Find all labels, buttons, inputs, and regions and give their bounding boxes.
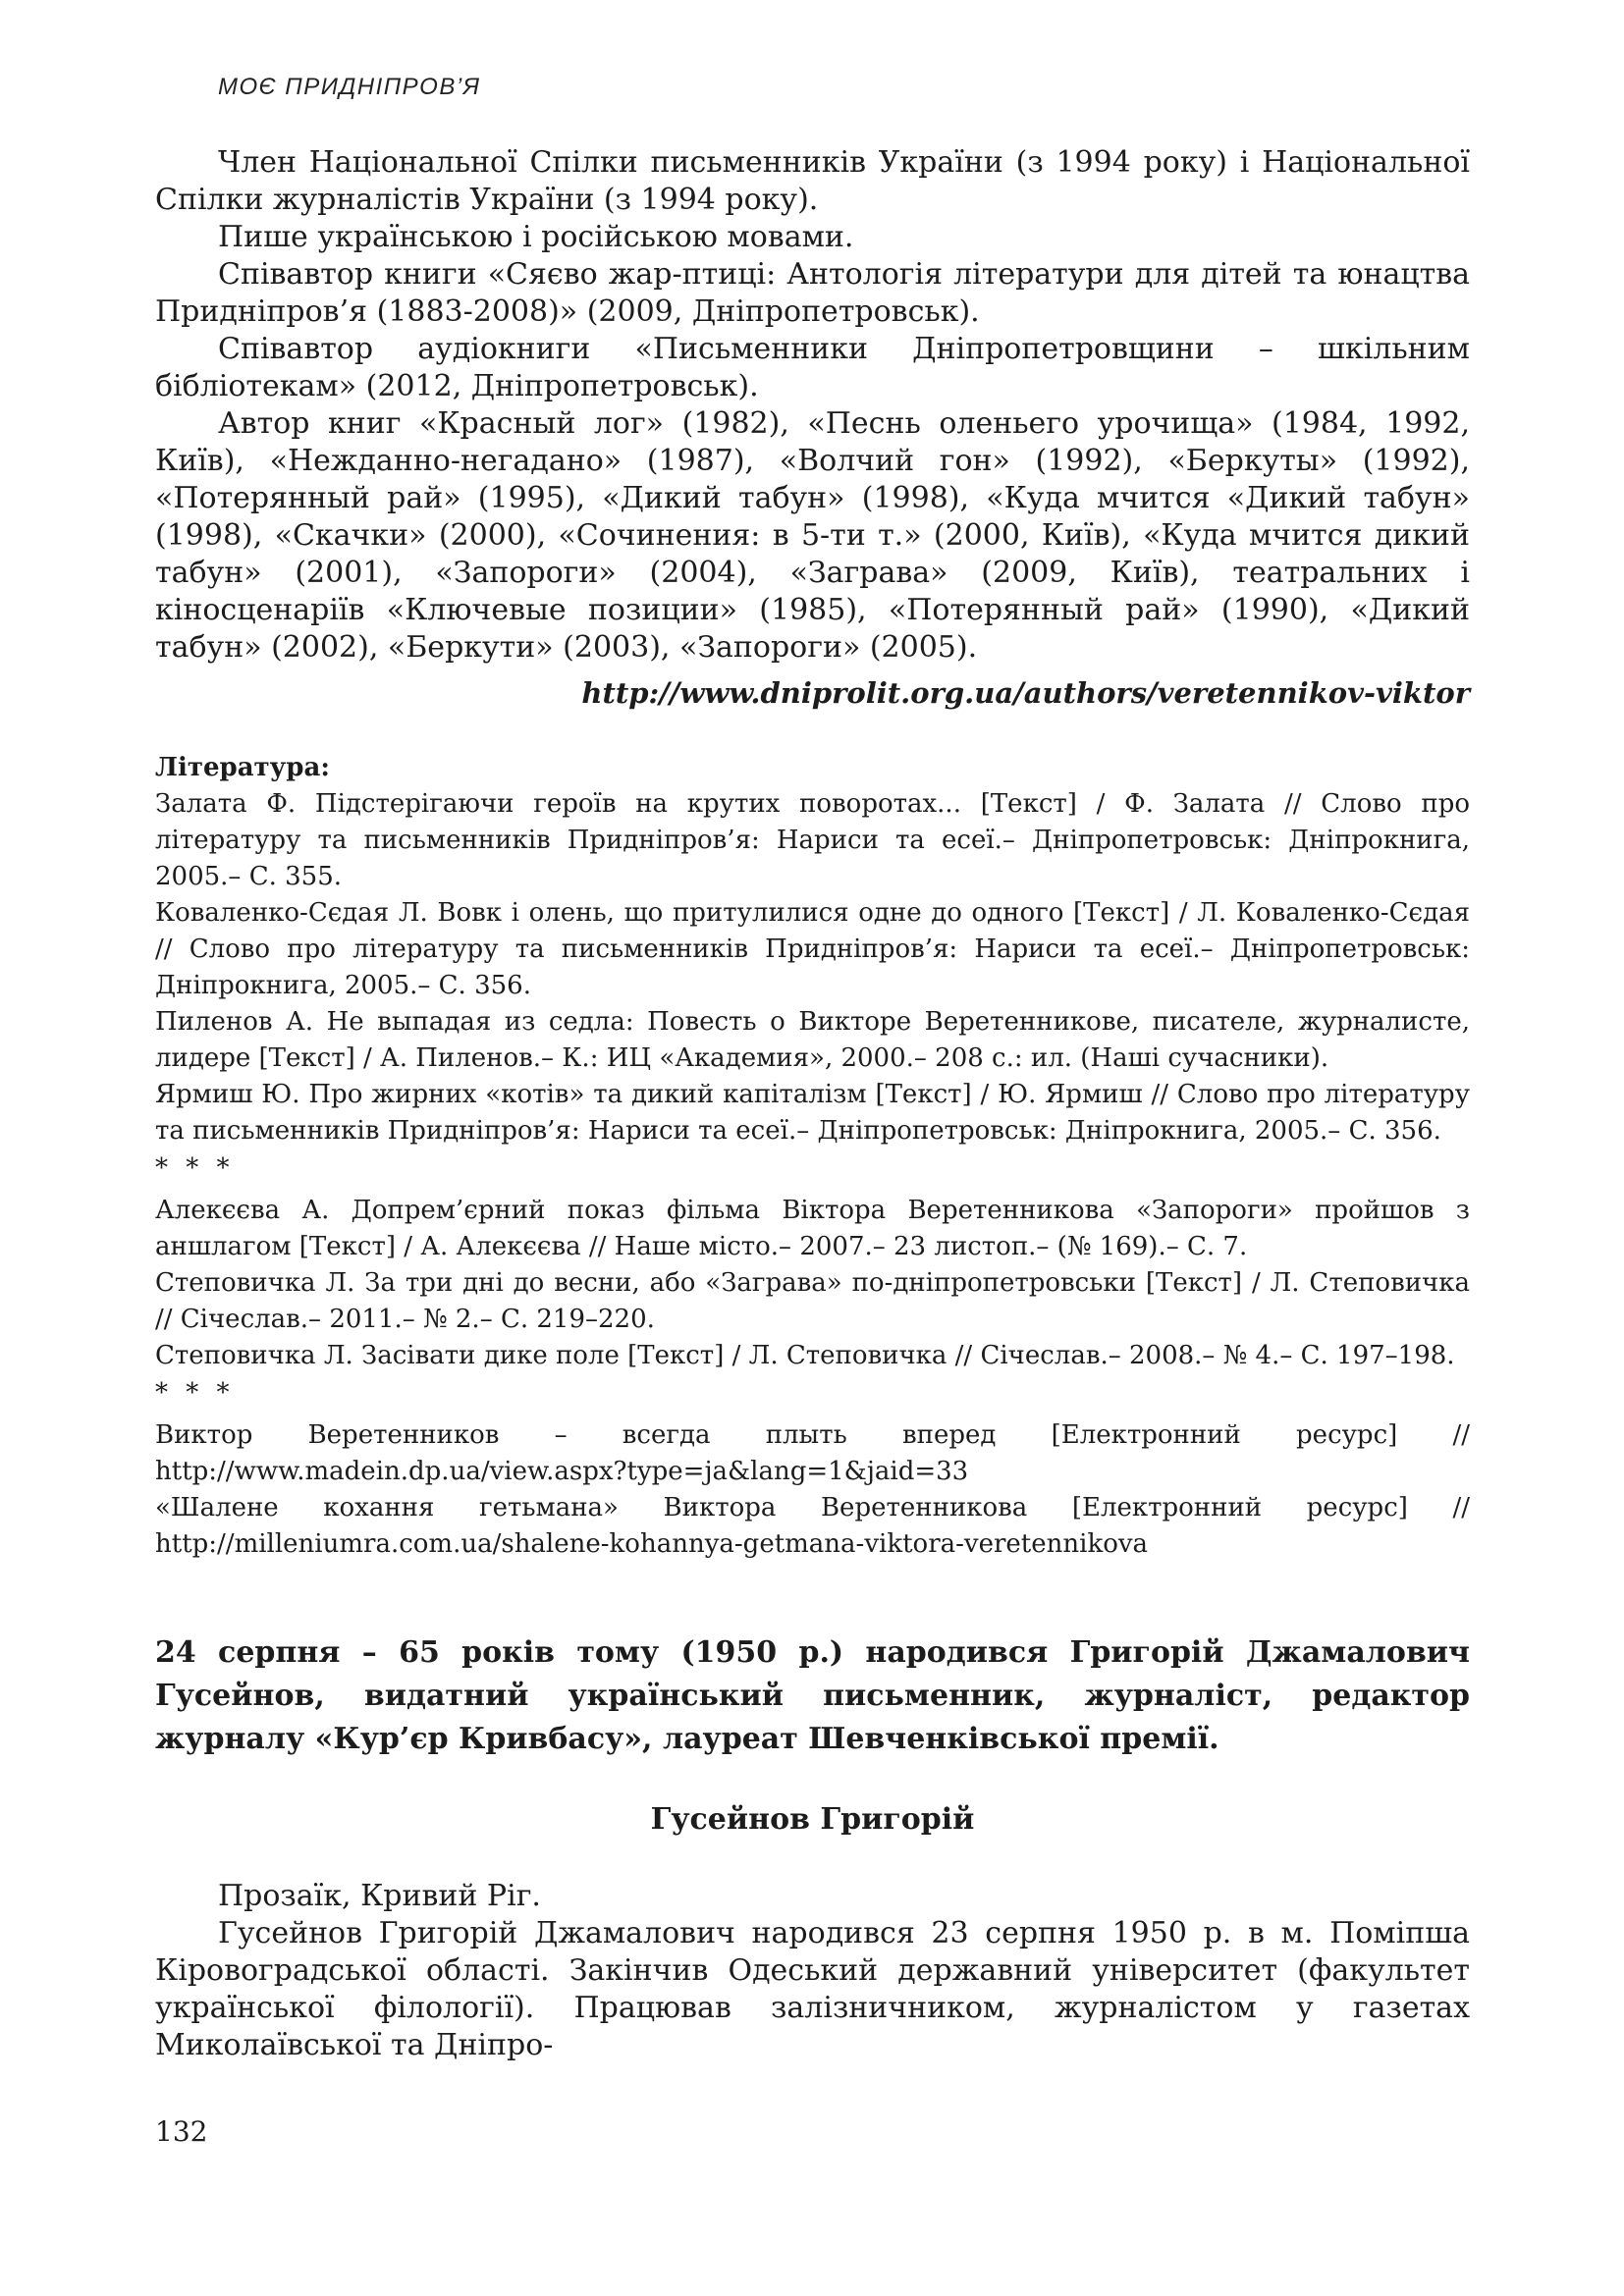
bibliography-entry: Залата Ф. Підстерігаючи героїв на крутих поворотах... [Текст] / Ф. Залата // Слово про літературу та письменників Придніпров’я: Нариси та есеї.– Дніпропетровськ: Дніпрокнига, 2005.– С. 355.	[155, 789, 1470, 891]
bibliography-entry: Степовичка Л. За три дні до весни, або «Заграва» по-дніпропетровськи [Текст] / Л. Степовичка // Січеслав.– 2011.– № 2.– С. 219–220.	[155, 1268, 1470, 1334]
entry-text: Виктор Веретенников – всегда плыть вперед [Електронний ресурс] //	[155, 1420, 1470, 1450]
bibliography-entry: Алекєєва А. Допрем’єрний показ фільма Віктора Веретенникова «Запороги» пройшов з аншлагом [Текст] / А. Алекєєва // Наше місто.– 2007.– 23 листоп.– (№ 169).– С. 7.	[155, 1196, 1470, 1261]
literature-heading: Література:	[155, 753, 330, 782]
page-number: 132	[155, 2115, 208, 2148]
entry-url: http://milleniumra.com.ua/shalene-kohannya-getmana-viktora-veretennikova	[155, 1529, 1149, 1559]
bibliography-entry	[155, 1417, 1470, 1490]
entry-text: «Шалене кохання гетьмана» Виктора Веретенникова [Електронний ресурс] //	[155, 1493, 1470, 1522]
bio-paragraph: Прозаїк, Кривий Ріг.	[218, 1879, 541, 1913]
running-header: МОЄ ПРИДНІПРОВ’Я	[218, 74, 481, 100]
bio-paragraph: Член Національної Спілки письменників України (з 1994 року) і Національної Спілки журналістів України (з 1994 року).	[155, 145, 1470, 217]
bibliography-entry: Степовичка Л. Засівати дике поле [Текст] / Л. Степовичка // Січеслав.– 2008.– № 4.– С. 197–198.	[155, 1341, 1455, 1370]
literature-section	[155, 753, 1470, 1563]
bibliography-entry: Ярмиш Ю. Про жирних «котів» та дикий капіталізм [Текст] / Ю. Ярмиш // Слово про літературу та письменників Придніпров’я: Нариси та есеї.– Дніпропетровськ: Дніпрокнига, 2005.– С. 356.	[155, 1080, 1470, 1146]
bibliography-entry: Коваленко-Сєдая Л. Вовк і олень, що притулилися одне до одного [Текст] / Л. Коваленко-Сєдая // Слово про літературу та письменників Придніпров’я: Нариси та есеї.– Дніпропетровськ: Дніпрокнига, 2005.– С. 356.	[155, 898, 1470, 1000]
bio-paragraph: Співавтор книги «Сяєво жар-птиці: Антологія літератури для дітей та юнацтва Придніпров’я (1883-2008)» (2009, Дніпропетровськ).	[155, 257, 1470, 329]
bio-paragraph: Пише українською і російською мовами.	[218, 220, 854, 254]
biography-section	[155, 144, 1470, 710]
author-profile-url: http://www.dniprolit.org.ua/authors/veretennikov-viktor	[581, 676, 1470, 710]
person-name-heading: Гусейнов Григорій	[650, 1802, 975, 1837]
entry-url: http://www.madein.dp.ua/view.aspx?type=ja&lang=1&jaid=33	[155, 1457, 969, 1486]
separator-asterisks: * * *	[155, 1378, 235, 1408]
anniversary-lead: 24 серпня – 65 років тому (1950 р.) народився Григорій Джамалович Гусейнов, видатний український письменник, журналіст, редактор журналу «Кур’єр Кривбасу», лауреат Шевченківської премії.	[155, 1635, 1470, 1756]
bio-paragraph: Автор книг «Красный лог» (1982), «Песнь оленьего урочища» (1984, 1992, Київ), «Нежданно-негадано» (1987), «Волчий гон» (1992), «Беркуты» (1992), «Потерянный рай» (1995), «Дикий табун» (1998), «Куда мчится «Дикий табун» (1998), «Скачки» (2000), «Сочинения: в 5-ти т.» (2000, Київ), «Куда мчится дикий табун» (2001), «Запороги» (2004), «Заграва» (2009, Київ), театральних і кіносценаріїв «Ключевые позиции» (1985), «Потерянный рай» (1990), «Дикий табун» (2002), «Беркути» (2003), «Запороги» (2005).	[155, 406, 1470, 665]
bibliography-entry	[155, 1490, 1470, 1563]
anniversary-section	[155, 1631, 1470, 2064]
separator-asterisks: * * *	[155, 1153, 235, 1183]
bio-paragraph: Співавтор аудіокниги «Письменники Дніпропетровщини – шкільним бібліотекам» (2012, Дніпропетровськ).	[155, 332, 1470, 403]
bibliography-entry: Пиленов А. Не выпадая из седла: Повесть о Викторе Веретенникове, писателе, журналисте, лидере [Текст] / А. Пиленов.– К.: ИЦ «Академия», 2000.– 208 с.: ил. (Наші сучасники).	[155, 1007, 1470, 1073]
bio-paragraph: Гусейнов Григорій Джамалович народився 23 серпня 1950 р. в м. Поміпша Кіровоградської області. Закінчив Одеський державний університет (факультет української філології). Працював залізничником, журналістом у газетах Миколаївської та Дніпро-	[155, 1916, 1470, 2062]
